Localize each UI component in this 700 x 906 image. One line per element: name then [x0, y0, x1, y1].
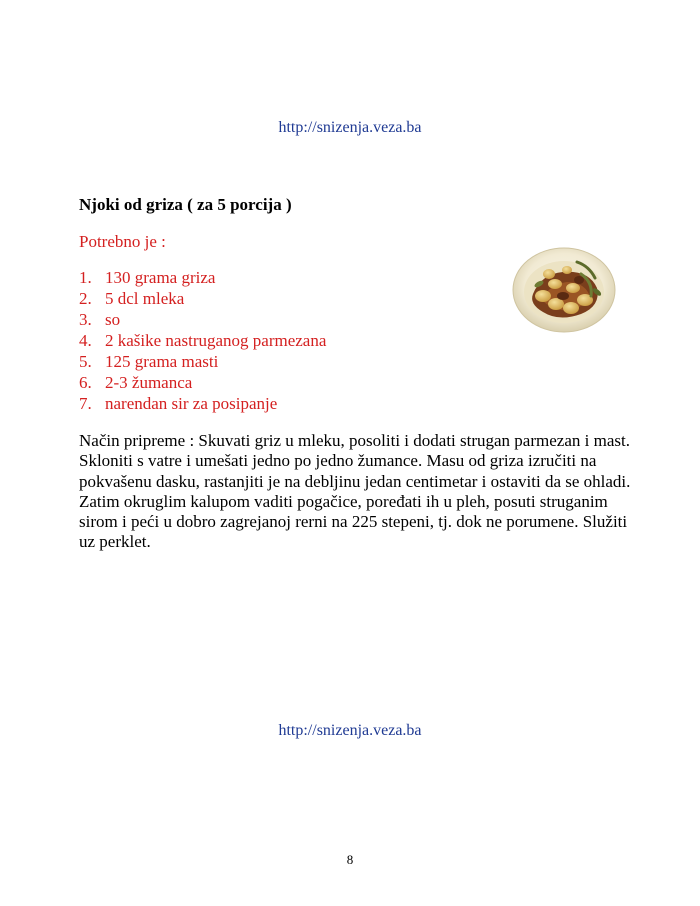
list-item-number: 5.	[79, 352, 92, 371]
preparation-text: Način pripreme : Skuvati griz u mleku, posoliti i dodati strugan parmezan i mast. Skloniti s vatre i umešati jedno po jedno žumance. Masu od griza izručiti na pokvašenu dasku, rastanjiti je na debljinu jedan centimetar i ostaviti da se ohladi. Zatim okruglim kalupom vaditi pogačice, poređati ih u pleh, posuti struganim sirom i peći u dobro zagrejanoj rerni na 225 stepeni, tj. dok ne porumene. Služiti uz perklet.	[79, 431, 631, 552]
list-item-number: 2.	[79, 289, 92, 308]
list-item-number: 1.	[79, 268, 92, 287]
list-item-number: 4.	[79, 331, 92, 350]
dish-photo-icon	[511, 244, 617, 334]
list-item	[79, 351, 326, 372]
list-item-number: 6.	[79, 373, 92, 392]
header-url-link[interactable]: http://snizenja.veza.ba	[278, 119, 422, 136]
list-item	[79, 309, 326, 330]
list-item-text: 2 kašike nastruganog parmezana	[105, 331, 327, 350]
list-item	[79, 372, 326, 393]
page-number: 8	[346, 852, 354, 867]
list-item-text: narendan sir za posipanje	[105, 394, 278, 413]
list-item	[79, 267, 326, 288]
footer-url-link[interactable]: http://snizenja.veza.ba	[278, 722, 422, 739]
list-item-text: so	[105, 310, 121, 329]
list-item	[79, 330, 326, 351]
list-item	[79, 393, 326, 414]
ingredients-list	[79, 267, 326, 414]
list-item-text: 125 grama masti	[105, 352, 219, 371]
list-item-text: 2-3 žumanca	[105, 373, 193, 392]
list-item	[79, 288, 326, 309]
list-item-number: 3.	[79, 310, 92, 329]
list-item-number: 7.	[79, 394, 92, 413]
recipe-title: Njoki od griza ( za 5 porcija )	[79, 195, 292, 214]
ingredients-heading: Potrebno je :	[79, 232, 166, 251]
list-item-text: 130 grama griza	[105, 268, 216, 287]
list-item-text: 5 dcl mleka	[105, 289, 185, 308]
